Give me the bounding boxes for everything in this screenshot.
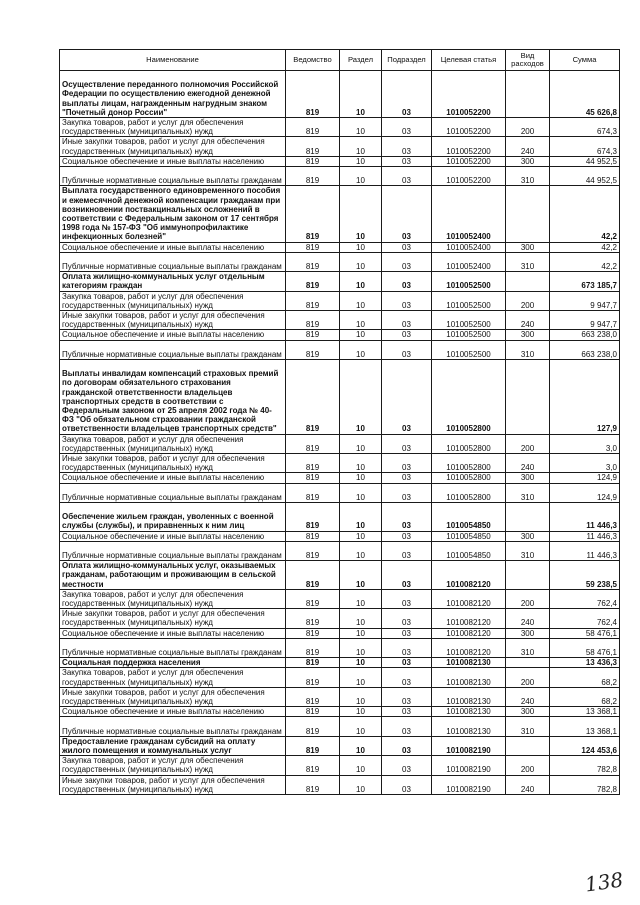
cell-celevaya-statya: 1010082120 xyxy=(432,638,506,657)
cell-summa: 127,9 xyxy=(550,360,620,435)
cell-celevaya-statya: 1010052500 xyxy=(432,272,506,291)
cell-vedomstvo: 819 xyxy=(286,687,340,706)
cell-podrazdel: 03 xyxy=(382,291,432,310)
cell-celevaya-statya: 1010054850 xyxy=(432,531,506,541)
cell-name: Выплата государственного единовременного пособия и ежемесячной денежной компенсации гражданам при возникновении поствакцинальных осложнений в соответствии с Федеральным законом от 17 сентября 1998 года № 157-ФЗ "Об иммунопрофилактике инфекционных болезней" xyxy=(60,186,286,242)
cell-celevaya-statya: 1010082120 xyxy=(432,589,506,608)
cell-podrazdel: 03 xyxy=(382,311,432,330)
cell-razdel: 10 xyxy=(340,531,382,541)
cell-vid-raskhodov: 300 xyxy=(506,473,550,483)
cell-celevaya-statya: 1010052500 xyxy=(432,291,506,310)
cell-celevaya-statya: 1010052800 xyxy=(432,434,506,453)
cell-vid-raskhodov xyxy=(506,272,550,291)
cell-celevaya-statya: 1010082190 xyxy=(432,775,506,794)
cell-podrazdel: 03 xyxy=(382,252,432,271)
cell-vedomstvo: 819 xyxy=(286,118,340,137)
cell-vid-raskhodov: 200 xyxy=(506,756,550,775)
cell-summa: 44 952,5 xyxy=(550,156,620,166)
cell-name: Осуществление переданного полномочия Российской Федерации по осуществлению ежегодной денежной выплаты лицам, награжденным нагрудным знаком "Почетный донор России" xyxy=(60,71,286,118)
cell-podrazdel: 03 xyxy=(382,340,432,359)
cell-vid-raskhodov: 310 xyxy=(506,541,550,560)
cell-vid-raskhodov: 240 xyxy=(506,609,550,628)
cell-vid-raskhodov: 200 xyxy=(506,291,550,310)
cell-celevaya-statya: 1010054850 xyxy=(432,541,506,560)
table-row xyxy=(60,541,620,560)
cell-podrazdel: 03 xyxy=(382,775,432,794)
cell-podrazdel: 03 xyxy=(382,561,432,590)
cell-celevaya-statya: 1010052200 xyxy=(432,71,506,118)
cell-name: Публичные нормативные социальные выплаты гражданам xyxy=(60,541,286,560)
cell-celevaya-statya: 1010052500 xyxy=(432,311,506,330)
cell-name: Публичные нормативные социальные выплаты гражданам xyxy=(60,717,286,736)
cell-podrazdel: 03 xyxy=(382,118,432,137)
cell-name: Социальное обеспечение и иные выплаты населению xyxy=(60,473,286,483)
cell-vedomstvo: 819 xyxy=(286,503,340,532)
cell-summa: 44 952,5 xyxy=(550,167,620,186)
cell-vid-raskhodov: 300 xyxy=(506,531,550,541)
cell-celevaya-statya: 1010082130 xyxy=(432,668,506,687)
header-celevaya-statya: Целевая статья xyxy=(432,50,506,71)
cell-vid-raskhodov: 310 xyxy=(506,717,550,736)
cell-podrazdel: 03 xyxy=(382,71,432,118)
cell-vid-raskhodov: 300 xyxy=(506,628,550,638)
cell-razdel: 10 xyxy=(340,340,382,359)
cell-name: Иные закупки товаров, работ и услуг для обеспечения государственных (муниципальных) нужд xyxy=(60,454,286,473)
cell-celevaya-statya: 1010052800 xyxy=(432,483,506,502)
table-row xyxy=(60,589,620,608)
cell-celevaya-statya: 1010054850 xyxy=(432,503,506,532)
cell-podrazdel: 03 xyxy=(382,736,432,755)
cell-razdel: 10 xyxy=(340,756,382,775)
table-row xyxy=(60,291,620,310)
table-row xyxy=(60,503,620,532)
table-row xyxy=(60,756,620,775)
table-row xyxy=(60,186,620,242)
cell-podrazdel: 03 xyxy=(382,473,432,483)
cell-name: Социальное обеспечение и иные выплаты населению xyxy=(60,628,286,638)
cell-vedomstvo: 819 xyxy=(286,531,340,541)
table-row xyxy=(60,330,620,340)
cell-name: Оплата жилищно-коммунальных услуг отдельным категориям граждан xyxy=(60,272,286,291)
cell-razdel: 10 xyxy=(340,658,382,668)
cell-podrazdel: 03 xyxy=(382,503,432,532)
cell-celevaya-statya: 1010082130 xyxy=(432,717,506,736)
cell-summa: 124 453,6 xyxy=(550,736,620,755)
cell-summa: 11 446,3 xyxy=(550,503,620,532)
cell-vedomstvo: 819 xyxy=(286,628,340,638)
cell-name: Иные закупки товаров, работ и услуг для обеспечения государственных (муниципальных) нужд xyxy=(60,137,286,156)
cell-vedomstvo: 819 xyxy=(286,71,340,118)
cell-podrazdel: 03 xyxy=(382,707,432,717)
cell-vedomstvo: 819 xyxy=(286,311,340,330)
cell-name: Иные закупки товаров, работ и услуг для обеспечения государственных (муниципальных) нужд xyxy=(60,775,286,794)
cell-podrazdel: 03 xyxy=(382,687,432,706)
table-row xyxy=(60,242,620,252)
cell-razdel: 10 xyxy=(340,156,382,166)
cell-podrazdel: 03 xyxy=(382,483,432,502)
cell-podrazdel: 03 xyxy=(382,137,432,156)
cell-podrazdel: 03 xyxy=(382,668,432,687)
cell-celevaya-statya: 1010052500 xyxy=(432,340,506,359)
cell-summa: 42,2 xyxy=(550,186,620,242)
cell-razdel: 10 xyxy=(340,434,382,453)
cell-razdel: 10 xyxy=(340,167,382,186)
table-header-row xyxy=(60,50,620,71)
cell-vedomstvo: 819 xyxy=(286,561,340,590)
table-row xyxy=(60,717,620,736)
cell-razdel: 10 xyxy=(340,736,382,755)
cell-podrazdel: 03 xyxy=(382,167,432,186)
cell-name: Выплаты инвалидам компенсаций страховых премий по договорам обязательного страхования гражданской ответственности владельцев транспортных средств в соответствии с Федеральным законом от 25 апреля 2002 года № 40-ФЗ "Об обязательном страховании гражданской ответственности владельцев транспортных средств" xyxy=(60,360,286,435)
cell-summa: 45 626,8 xyxy=(550,71,620,118)
header-razdel: Раздел xyxy=(340,50,382,71)
cell-celevaya-statya: 1010052200 xyxy=(432,137,506,156)
cell-razdel: 10 xyxy=(340,503,382,532)
table-row xyxy=(60,561,620,590)
cell-summa: 9 947,7 xyxy=(550,291,620,310)
cell-vedomstvo: 819 xyxy=(286,186,340,242)
cell-celevaya-statya: 1010052200 xyxy=(432,118,506,137)
budget-table xyxy=(59,49,620,795)
cell-razdel: 10 xyxy=(340,272,382,291)
table-row xyxy=(60,118,620,137)
cell-name: Социальное обеспечение и иные выплаты населению xyxy=(60,156,286,166)
cell-summa: 58 476,1 xyxy=(550,628,620,638)
cell-vedomstvo: 819 xyxy=(286,541,340,560)
table-row xyxy=(60,658,620,668)
cell-celevaya-statya: 1010082190 xyxy=(432,756,506,775)
cell-name: Публичные нормативные социальные выплаты гражданам xyxy=(60,340,286,359)
cell-summa: 42,2 xyxy=(550,242,620,252)
cell-name: Закупка товаров, работ и услуг для обеспечения государственных (муниципальных) нужд xyxy=(60,668,286,687)
cell-podrazdel: 03 xyxy=(382,658,432,668)
cell-name: Иные закупки товаров, работ и услуг для обеспечения государственных (муниципальных) нужд xyxy=(60,311,286,330)
cell-vedomstvo: 819 xyxy=(286,330,340,340)
cell-razdel: 10 xyxy=(340,687,382,706)
cell-name: Закупка товаров, работ и услуг для обеспечения государственных (муниципальных) нужд xyxy=(60,434,286,453)
cell-name: Социальная поддержка населения xyxy=(60,658,286,668)
table-row xyxy=(60,167,620,186)
cell-summa: 124,9 xyxy=(550,483,620,502)
cell-razdel: 10 xyxy=(340,707,382,717)
cell-summa: 11 446,3 xyxy=(550,531,620,541)
cell-summa: 782,8 xyxy=(550,756,620,775)
cell-razdel: 10 xyxy=(340,311,382,330)
table-row xyxy=(60,668,620,687)
cell-celevaya-statya: 1010082190 xyxy=(432,736,506,755)
cell-summa: 663 238,0 xyxy=(550,330,620,340)
cell-celevaya-statya: 1010082120 xyxy=(432,609,506,628)
cell-vid-raskhodov: 200 xyxy=(506,589,550,608)
cell-vedomstvo: 819 xyxy=(286,272,340,291)
cell-razdel: 10 xyxy=(340,609,382,628)
table-body xyxy=(60,71,620,795)
cell-name: Закупка товаров, работ и услуг для обеспечения государственных (муниципальных) нужд xyxy=(60,589,286,608)
table-row xyxy=(60,272,620,291)
cell-summa: 762,4 xyxy=(550,609,620,628)
cell-vid-raskhodov: 300 xyxy=(506,330,550,340)
cell-razdel: 10 xyxy=(340,360,382,435)
cell-vid-raskhodov: 240 xyxy=(506,687,550,706)
cell-vedomstvo: 819 xyxy=(286,658,340,668)
cell-vid-raskhodov: 310 xyxy=(506,340,550,359)
cell-vid-raskhodov xyxy=(506,71,550,118)
cell-summa: 11 446,3 xyxy=(550,541,620,560)
cell-summa: 68,2 xyxy=(550,668,620,687)
cell-celevaya-statya: 1010052400 xyxy=(432,186,506,242)
cell-vedomstvo: 819 xyxy=(286,252,340,271)
cell-razdel: 10 xyxy=(340,186,382,242)
cell-vedomstvo: 819 xyxy=(286,589,340,608)
cell-celevaya-statya: 1010052500 xyxy=(432,330,506,340)
cell-vedomstvo: 819 xyxy=(286,473,340,483)
cell-vedomstvo: 819 xyxy=(286,167,340,186)
cell-vid-raskhodov: 310 xyxy=(506,167,550,186)
header-vedomstvo: Ведомство xyxy=(286,50,340,71)
cell-vedomstvo: 819 xyxy=(286,707,340,717)
cell-celevaya-statya: 1010082130 xyxy=(432,707,506,717)
cell-name: Социальное обеспечение и иные выплаты населению xyxy=(60,707,286,717)
cell-summa: 42,2 xyxy=(550,252,620,271)
cell-razdel: 10 xyxy=(340,291,382,310)
table-row xyxy=(60,707,620,717)
cell-razdel: 10 xyxy=(340,330,382,340)
cell-vid-raskhodov: 200 xyxy=(506,434,550,453)
cell-razdel: 10 xyxy=(340,252,382,271)
cell-podrazdel: 03 xyxy=(382,186,432,242)
table-row xyxy=(60,473,620,483)
cell-vedomstvo: 819 xyxy=(286,638,340,657)
cell-razdel: 10 xyxy=(340,541,382,560)
cell-vedomstvo: 819 xyxy=(286,717,340,736)
cell-name: Предоставление гражданам субсидий на оплату жилого помещения и коммунальных услуг xyxy=(60,736,286,755)
cell-name: Закупка товаров, работ и услуг для обеспечения государственных (муниципальных) нужд xyxy=(60,756,286,775)
cell-podrazdel: 03 xyxy=(382,638,432,657)
header-name: Наименование xyxy=(60,50,286,71)
table-row xyxy=(60,483,620,502)
header-vid-raskhodov: Вид расходов xyxy=(506,50,550,71)
cell-podrazdel: 03 xyxy=(382,434,432,453)
cell-summa: 673 185,7 xyxy=(550,272,620,291)
cell-vedomstvo: 819 xyxy=(286,340,340,359)
cell-razdel: 10 xyxy=(340,561,382,590)
cell-vid-raskhodov xyxy=(506,561,550,590)
cell-vid-raskhodov: 310 xyxy=(506,483,550,502)
cell-vedomstvo: 819 xyxy=(286,454,340,473)
table-row xyxy=(60,531,620,541)
cell-razdel: 10 xyxy=(340,775,382,794)
cell-name: Публичные нормативные социальные выплаты гражданам xyxy=(60,167,286,186)
cell-podrazdel: 03 xyxy=(382,272,432,291)
cell-vedomstvo: 819 xyxy=(286,434,340,453)
table-row xyxy=(60,156,620,166)
cell-name: Публичные нормативные социальные выплаты гражданам xyxy=(60,638,286,657)
cell-vid-raskhodov: 240 xyxy=(506,311,550,330)
cell-celevaya-statya: 1010082120 xyxy=(432,561,506,590)
cell-vedomstvo: 819 xyxy=(286,291,340,310)
cell-vid-raskhodov xyxy=(506,186,550,242)
table-row xyxy=(60,311,620,330)
cell-razdel: 10 xyxy=(340,242,382,252)
table-row xyxy=(60,736,620,755)
cell-podrazdel: 03 xyxy=(382,156,432,166)
budget-table-sheet xyxy=(59,49,619,795)
cell-name: Закупка товаров, работ и услуг для обеспечения государственных (муниципальных) нужд xyxy=(60,291,286,310)
table-row xyxy=(60,609,620,628)
cell-name: Иные закупки товаров, работ и услуг для обеспечения государственных (муниципальных) нужд xyxy=(60,609,286,628)
table-row xyxy=(60,687,620,706)
cell-vedomstvo: 819 xyxy=(286,360,340,435)
cell-razdel: 10 xyxy=(340,473,382,483)
cell-vid-raskhodov: 200 xyxy=(506,118,550,137)
cell-podrazdel: 03 xyxy=(382,609,432,628)
cell-summa: 13 368,1 xyxy=(550,717,620,736)
cell-vedomstvo: 819 xyxy=(286,756,340,775)
cell-vedomstvo: 819 xyxy=(286,242,340,252)
cell-podrazdel: 03 xyxy=(382,531,432,541)
cell-celevaya-statya: 1010082120 xyxy=(432,628,506,638)
cell-celevaya-statya: 1010052200 xyxy=(432,156,506,166)
cell-vid-raskhodov: 300 xyxy=(506,707,550,717)
cell-celevaya-statya: 1010052800 xyxy=(432,454,506,473)
cell-vedomstvo: 819 xyxy=(286,668,340,687)
cell-razdel: 10 xyxy=(340,454,382,473)
cell-razdel: 10 xyxy=(340,668,382,687)
cell-summa: 782,8 xyxy=(550,775,620,794)
cell-vid-raskhodov xyxy=(506,658,550,668)
table-row xyxy=(60,434,620,453)
table-row xyxy=(60,137,620,156)
cell-vid-raskhodov: 310 xyxy=(506,252,550,271)
cell-vid-raskhodov xyxy=(506,360,550,435)
table-row xyxy=(60,775,620,794)
cell-podrazdel: 03 xyxy=(382,541,432,560)
cell-celevaya-statya: 1010082130 xyxy=(432,658,506,668)
cell-podrazdel: 03 xyxy=(382,589,432,608)
cell-name: Закупка товаров, работ и услуг для обеспечения государственных (муниципальных) нужд xyxy=(60,118,286,137)
cell-name: Оплата жилищно-коммунальных услуг, оказываемых гражданам, работающим и проживающим в сельской местности xyxy=(60,561,286,590)
cell-podrazdel: 03 xyxy=(382,242,432,252)
table-row xyxy=(60,252,620,271)
cell-vedomstvo: 819 xyxy=(286,609,340,628)
cell-celevaya-statya: 1010052400 xyxy=(432,242,506,252)
cell-summa: 674,3 xyxy=(550,118,620,137)
cell-summa: 3,0 xyxy=(550,434,620,453)
cell-celevaya-statya: 1010082130 xyxy=(432,687,506,706)
cell-vid-raskhodov: 240 xyxy=(506,454,550,473)
cell-summa: 124,9 xyxy=(550,473,620,483)
cell-razdel: 10 xyxy=(340,638,382,657)
cell-name: Социальное обеспечение и иные выплаты населению xyxy=(60,330,286,340)
cell-celevaya-statya: 1010052400 xyxy=(432,252,506,271)
cell-summa: 68,2 xyxy=(550,687,620,706)
cell-vid-raskhodov: 200 xyxy=(506,668,550,687)
cell-summa: 13 368,1 xyxy=(550,707,620,717)
cell-vid-raskhodov: 300 xyxy=(506,242,550,252)
cell-summa: 3,0 xyxy=(550,454,620,473)
cell-podrazdel: 03 xyxy=(382,360,432,435)
cell-name: Публичные нормативные социальные выплаты гражданам xyxy=(60,483,286,502)
cell-summa: 13 436,3 xyxy=(550,658,620,668)
cell-summa: 663 238,0 xyxy=(550,340,620,359)
table-row xyxy=(60,340,620,359)
cell-summa: 9 947,7 xyxy=(550,311,620,330)
table-row xyxy=(60,454,620,473)
cell-vid-raskhodov xyxy=(506,736,550,755)
cell-celevaya-statya: 1010052800 xyxy=(432,473,506,483)
cell-razdel: 10 xyxy=(340,628,382,638)
cell-name: Иные закупки товаров, работ и услуг для обеспечения государственных (муниципальных) нужд xyxy=(60,687,286,706)
cell-vid-raskhodov: 240 xyxy=(506,775,550,794)
cell-podrazdel: 03 xyxy=(382,717,432,736)
cell-vedomstvo: 819 xyxy=(286,775,340,794)
cell-podrazdel: 03 xyxy=(382,628,432,638)
cell-vedomstvo: 819 xyxy=(286,156,340,166)
cell-summa: 674,3 xyxy=(550,137,620,156)
cell-razdel: 10 xyxy=(340,71,382,118)
header-summa: Сумма xyxy=(550,50,620,71)
cell-name: Социальное обеспечение и иные выплаты населению xyxy=(60,242,286,252)
cell-name: Социальное обеспечение и иные выплаты населению xyxy=(60,531,286,541)
cell-vid-raskhodov xyxy=(506,503,550,532)
cell-celevaya-statya: 1010052200 xyxy=(432,167,506,186)
cell-razdel: 10 xyxy=(340,589,382,608)
cell-summa: 58 476,1 xyxy=(550,638,620,657)
table-row xyxy=(60,360,620,435)
table-row xyxy=(60,638,620,657)
cell-summa: 762,4 xyxy=(550,589,620,608)
cell-razdel: 10 xyxy=(340,483,382,502)
cell-vid-raskhodov: 300 xyxy=(506,156,550,166)
cell-celevaya-statya: 1010052800 xyxy=(432,360,506,435)
cell-vedomstvo: 819 xyxy=(286,137,340,156)
cell-vid-raskhodov: 240 xyxy=(506,137,550,156)
cell-vedomstvo: 819 xyxy=(286,736,340,755)
cell-podrazdel: 03 xyxy=(382,756,432,775)
cell-podrazdel: 03 xyxy=(382,454,432,473)
cell-name: Обеспечение жильем граждан, уволенных с военной службы (службы), и приравненных к ним лиц xyxy=(60,503,286,532)
cell-razdel: 10 xyxy=(340,137,382,156)
cell-summa: 59 238,5 xyxy=(550,561,620,590)
cell-razdel: 10 xyxy=(340,717,382,736)
cell-vid-raskhodov: 310 xyxy=(506,638,550,657)
handwritten-page-number: 138 xyxy=(583,867,625,897)
header-podrazdel: Подраздел xyxy=(382,50,432,71)
cell-razdel: 10 xyxy=(340,118,382,137)
cell-podrazdel: 03 xyxy=(382,330,432,340)
cell-name: Публичные нормативные социальные выплаты гражданам xyxy=(60,252,286,271)
cell-vedomstvo: 819 xyxy=(286,483,340,502)
table-row xyxy=(60,71,620,118)
table-row xyxy=(60,628,620,638)
